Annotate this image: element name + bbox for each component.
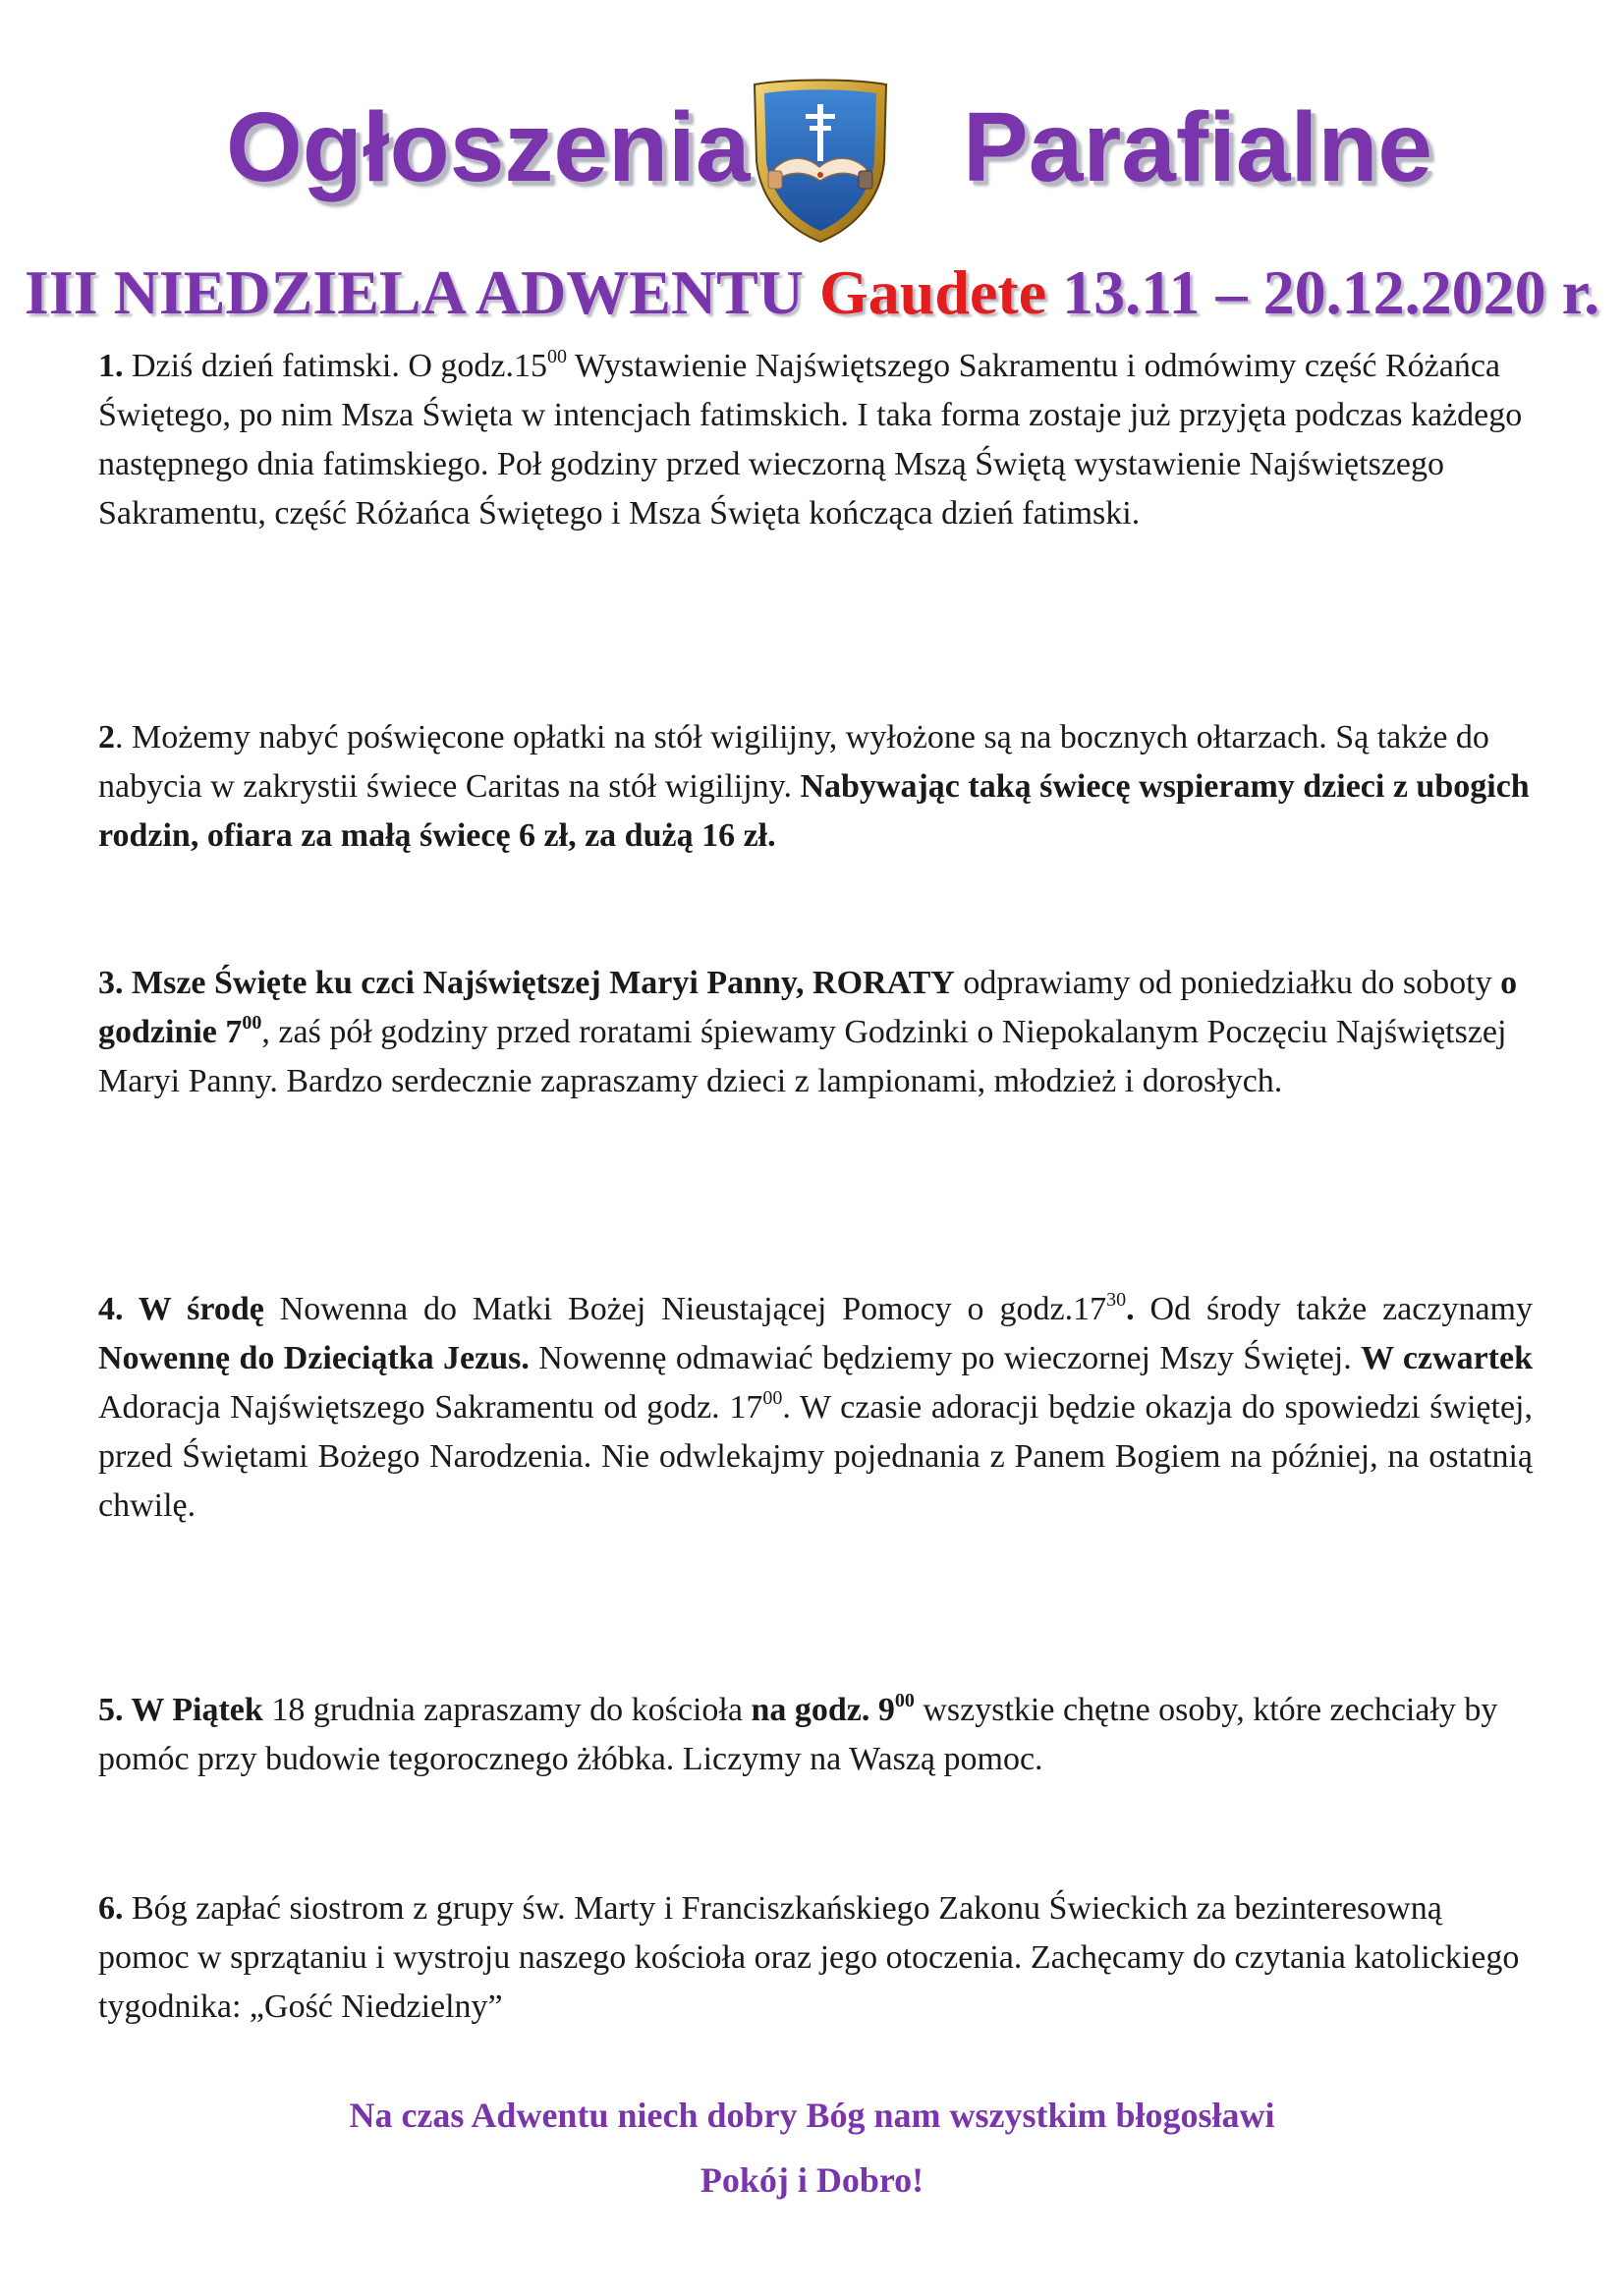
title-right: Parafialne [963,92,1433,202]
announcement-5-text: 18 grudnia zapraszamy do kościoła [262,1692,752,1728]
announcement-4-superscript-2: 00 [762,1387,783,1409]
announcement-4-text-2: Od środy także zaczynamy [1134,1291,1533,1327]
announcement-5-time: na godz. 9 [751,1692,895,1728]
announcement-3-superscript: 00 [242,1012,262,1034]
announcement-5-text-cont: wszystkie chętne osoby, które zechciały by pomóc przy budowie tegorocznego żłóbka. Liczymy na Waszą pomoc. [98,1692,1498,1777]
announcement-6-text: Bóg zapłać siostrom z grupy św. Marty i Franciszkańskiego Zakonu Świeckich za bezinteresowną pomoc w sprzątaniu i wystroju naszego kościoła oraz jego otoczenia. Zachęcamy do czytania katolickiego tygodnika: „Gość Niedzielny” [98,1890,1520,2025]
announcement-2 [98,713,1533,861]
announcement-1-number: 1. [98,348,124,384]
subtitle-main: III NIEDZIELA ADWENTU [24,257,805,327]
title-left: Ogłoszenia [226,92,751,202]
announcement-4-text-3: Nowennę odmawiać będziemy po wieczornej Mszy Świętej. [529,1340,1362,1376]
announcement-4-period: . [1126,1291,1135,1327]
announcement-3-text-cont: , zaś pół godziny przed roratami śpiewamy Godzinki o Niepokalanym Poczęciu Najświętszej Maryi Panny. Bardzo serdecznie zapraszamy dzieci z lampionami, młodzież i dorosłych. [98,1014,1507,1099]
announcement-4-novena: Nowennę do Dzieciątka Jezus. [98,1340,530,1376]
announcement-5-superscript: 00 [894,1690,915,1711]
announcement-4 [98,1285,1533,1531]
announcement-4-superscript: 30 [1106,1289,1127,1311]
subtitle [0,257,1624,328]
announcement-4-heading: 4. W środę [98,1291,264,1327]
announcement-6-number: 6. [98,1890,124,1927]
announcement-4-text-4: Adoracja Najświętszego Sakramentu od godz. 17 [98,1389,763,1426]
announcement-1-text: Dziś dzień fatimski. O godz.15 [123,348,548,384]
announcement-4-text: Nowenna do Matki Bożej Nieustającej Pomocy o godz.17 [263,1291,1107,1327]
subtitle-gaudete: Gaudete [819,257,1047,327]
announcement-5-heading: 5. W Piątek [98,1692,263,1728]
announcement-1 [98,342,1533,538]
announcement-2-bold: Nabywając taką świecę wspieramy dzieci z ubogich rodzin, ofiara za małą świecę 6 zł, za dużą 16 zł. [98,768,1530,854]
announcement-4-thursday: W czwartek [1361,1340,1533,1376]
announcement-3-heading: 3. Msze Święte ku czci Najświętszej Maryi Panny, RORATY [98,965,955,1001]
closing-greeting: Pokój i Dobro! [700,2160,924,2200]
subtitle-dates: 13.11 – 20.12.2020 r. [1062,257,1600,327]
closing-blessing: Na czas Adwentu niech dobry Bóg nam wszystkim błogosławi [349,2096,1275,2135]
announcement-2-number: 2 [98,719,115,756]
announcement-1-superscript: 00 [547,346,568,367]
franciscan-crest-icon [749,77,892,246]
announcement-3-text: odprawiamy od poniedziałku do soboty [954,965,1501,1001]
announcement-4-text-5: . W czasie adoracji będzie okazja do spowiedzi świętej, przed Świętami Bożego Narodzenia. Nie odwlekajmy pojednania z Panem Bogiem na później, na ostatnią chwilę. [98,1389,1533,1524]
announcement-3 [98,959,1533,1106]
announcement-3-time: o godzinie 7 [98,965,1518,1050]
announcement-1-text-cont: Wystawienie Najświętszego Sakramentu i odmówimy część Różańca Świętego, po nim Msza Święta w intencjach fatimskich. I taka forma zostaje już przyjęta podczas każdego następnego dnia fatimskiego. Poł godziny przed wieczorną Mszą Świętą wystawienie Najświętszego Sakramentu, część Różańca Świętego i Msza Święta kończąca dzień fatimski. [98,348,1523,532]
announcement-5 [98,1686,1533,1784]
announcement-6 [98,1884,1533,2032]
announcement-2-text: . Możemy nabyć poświęcone opłatki na stół wigilijny, wyłożone są na bocznych ołtarzach. Są także do nabycia w zakrystii świece Caritas na stół wigilijny. [98,719,1489,805]
